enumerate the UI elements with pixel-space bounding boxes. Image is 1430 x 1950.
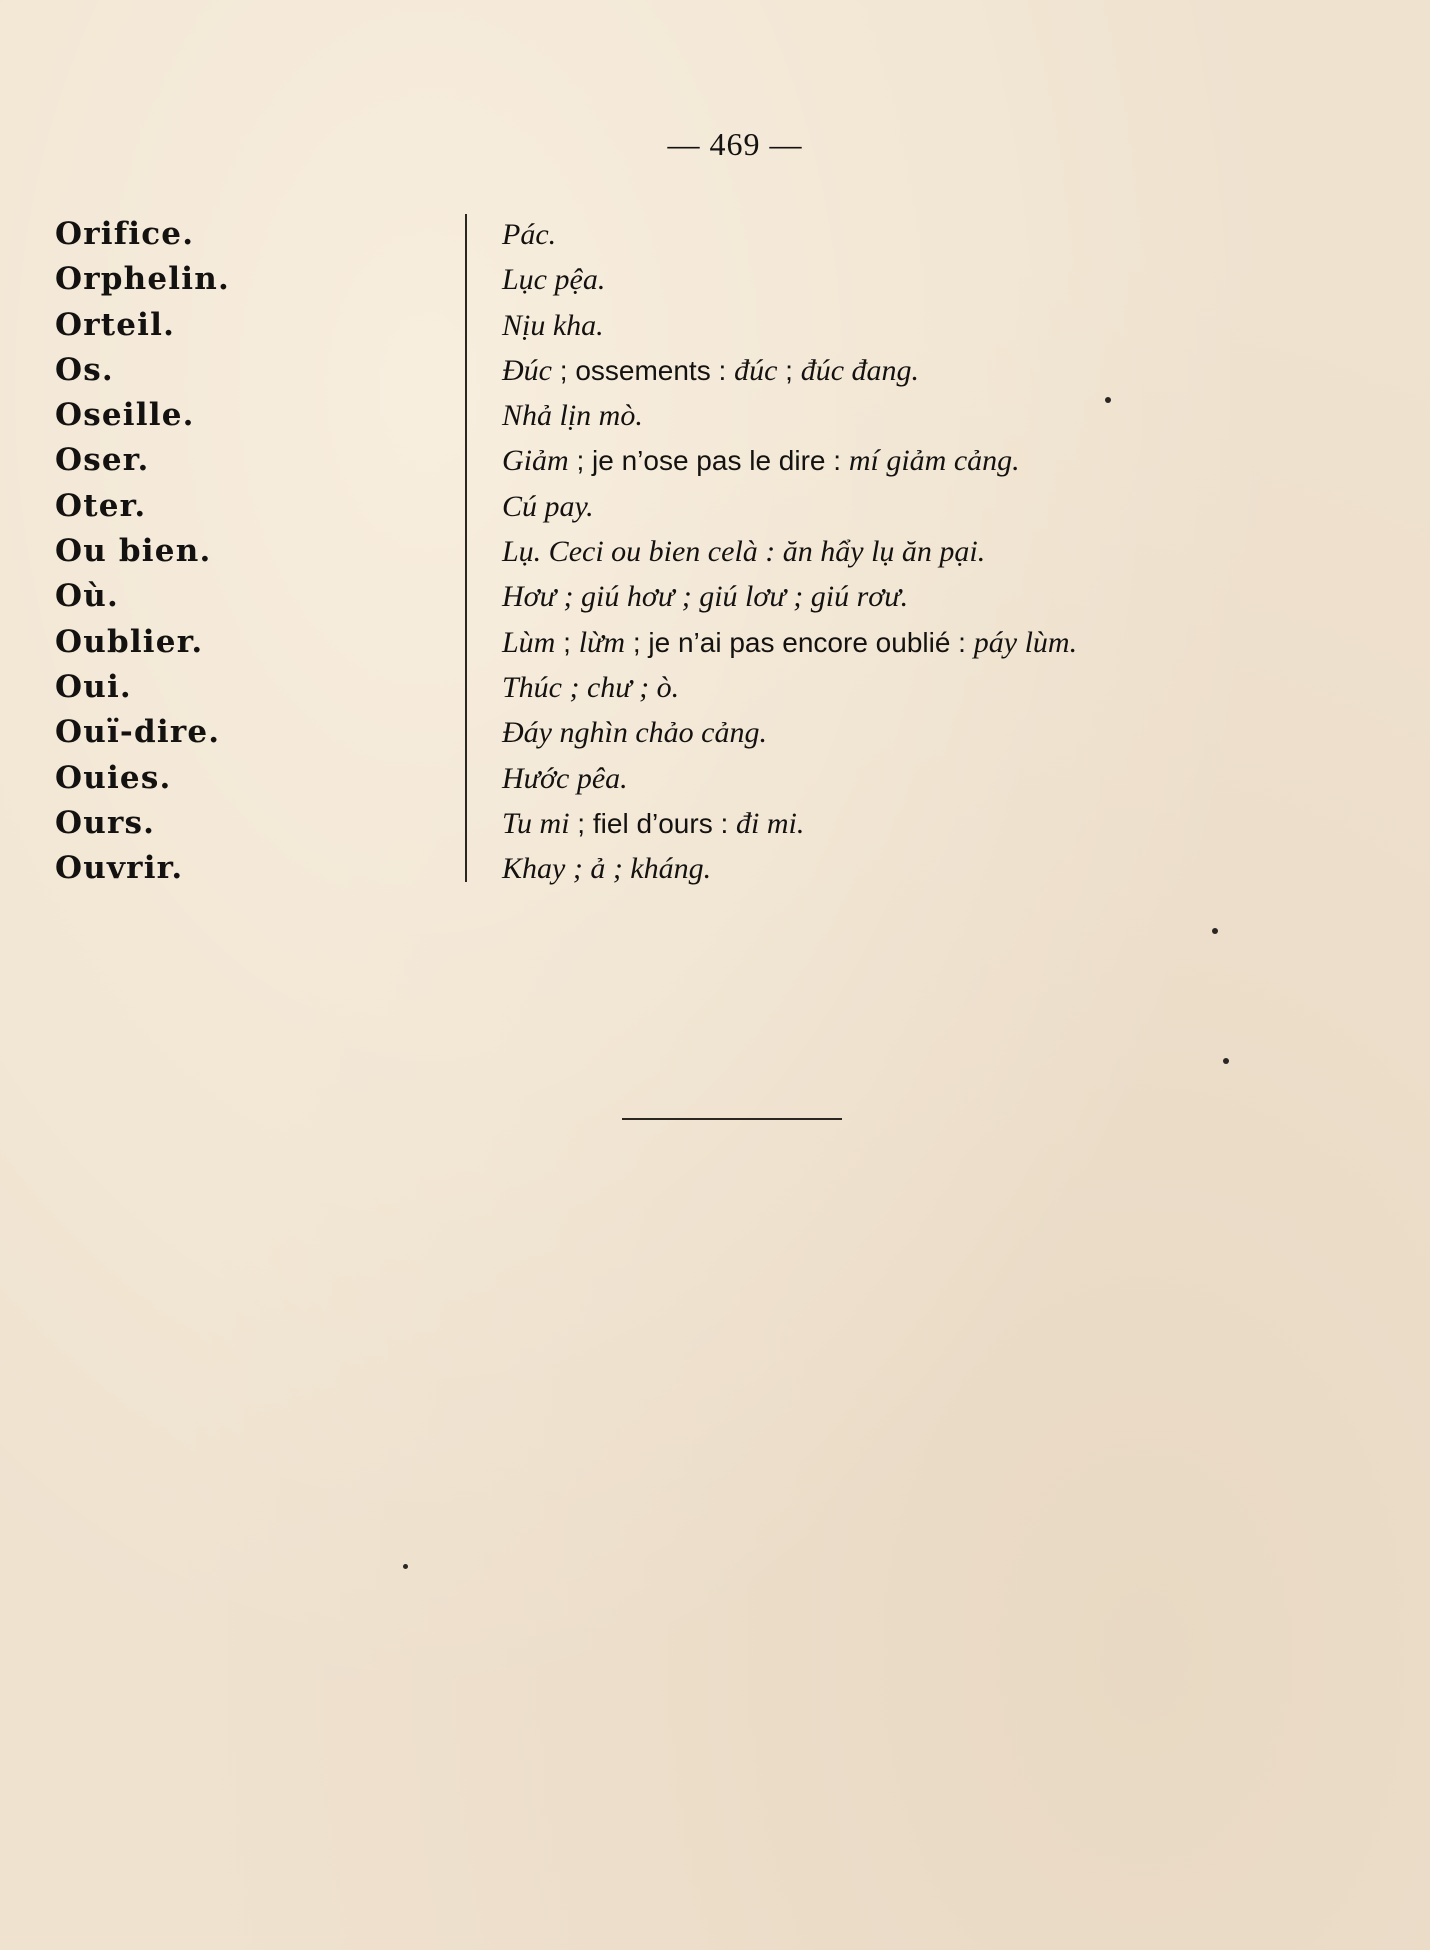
definition-french: ;: [555, 626, 579, 658]
definition: [502, 665, 679, 710]
headword: Ours.: [55, 804, 156, 841]
definition: [502, 212, 556, 257]
definition: [502, 393, 643, 438]
page-number: [0, 126, 1430, 163]
definition-vernacular: Hước pêa.: [502, 761, 628, 795]
dictionary-entry: [0, 212, 1430, 257]
definition-vernacular: mí giảm cảng.: [848, 444, 1020, 478]
definition: [502, 756, 628, 801]
page-number-text: — 469 —: [667, 126, 803, 162]
definition-french: ; ossements :: [551, 354, 735, 386]
definition-french: ; je n’ose pas le dire :: [568, 445, 849, 477]
headword: Os.: [55, 351, 114, 388]
dictionary-entry: [0, 303, 1430, 348]
headword: Orteil.: [55, 306, 176, 343]
definition-vernacular: Lục pệa.: [502, 263, 606, 297]
dictionary-entry: [0, 801, 1430, 846]
dictionary-entry: [0, 348, 1430, 393]
definition-vernacular: Cú pay.: [502, 489, 594, 523]
definition-french: ; fiel d’ours :: [569, 807, 737, 839]
dictionary-entry: [0, 756, 1430, 801]
ink-speck: [1223, 1058, 1229, 1064]
headword: Ou bien.: [55, 533, 212, 570]
definition-vernacular: Nịu kha.: [502, 308, 604, 342]
definition: [502, 438, 1020, 483]
definition: [502, 801, 804, 846]
headword: Oui.: [55, 668, 132, 705]
dictionary-entry: [0, 665, 1430, 710]
dictionary-entry: [0, 710, 1430, 755]
definition: [502, 710, 767, 755]
definition-vernacular: Khay ; ả ; kháng.: [502, 852, 712, 886]
ink-speck: [403, 1564, 408, 1569]
dictionary-entry: [0, 574, 1430, 619]
dictionary-entry: [0, 438, 1430, 483]
headword: Orifice.: [55, 216, 195, 252]
definition: [502, 846, 711, 891]
dictionary-entry: [0, 484, 1430, 529]
headword: Ouï-dire.: [55, 714, 221, 751]
definition-vernacular: Thúc ; chư ; ò.: [502, 670, 680, 704]
definition-french: ; je n’ai pas encore oublié :: [625, 626, 974, 658]
definition-vernacular: Hơư ; giú hơư ; giú lơư ; giú rơư.: [502, 580, 909, 614]
definition-vernacular: Giảm: [502, 444, 569, 478]
dictionary-entry: [0, 393, 1430, 438]
definition: [502, 574, 908, 619]
definition-vernacular: Lụ. Ceci ou bien celà : ăn hẩy lụ ăn pại.: [502, 535, 986, 569]
ink-speck: [1105, 397, 1111, 403]
dictionary-entry: [0, 846, 1430, 891]
definition-vernacular: đúc: [734, 353, 778, 387]
dictionary-entries: [0, 212, 1430, 891]
definition-vernacular: Lùm: [502, 625, 556, 659]
headword: Où.: [55, 578, 119, 615]
definition: [502, 484, 594, 529]
definition-vernacular: Đáy nghìn chảo cảng.: [502, 716, 767, 750]
definition-vernacular: Tu mi: [502, 806, 570, 840]
definition-vernacular: đi mi.: [736, 806, 805, 840]
definition-vernacular: Đúc: [502, 353, 552, 387]
definition-french: ;: [777, 354, 801, 386]
dictionary-entry: [0, 620, 1430, 665]
headword: Oseille.: [55, 397, 195, 434]
definition: [502, 529, 985, 574]
headword: Oublier.: [55, 623, 204, 660]
definition-vernacular: đúc đang.: [800, 353, 920, 387]
definition-vernacular: Pác.: [502, 218, 557, 251]
definition-vernacular: páy lùm.: [973, 625, 1078, 659]
headword: Oter.: [55, 487, 147, 524]
definition: [502, 257, 605, 302]
dictionary-entry: [0, 529, 1430, 574]
headword: Ouies.: [55, 759, 172, 796]
ink-speck: [1212, 928, 1218, 934]
definition: [502, 303, 604, 348]
headword: Ouvrir.: [55, 850, 184, 887]
definition-vernacular: Nhả lịn mò.: [502, 399, 643, 433]
definition-vernacular: lừm: [578, 625, 626, 659]
end-rule: [622, 1118, 842, 1120]
definition: [502, 620, 1077, 665]
dictionary-entry: [0, 257, 1430, 302]
headword: Oser.: [55, 442, 150, 479]
headword: Orphelin.: [55, 261, 230, 298]
definition: [502, 348, 919, 393]
